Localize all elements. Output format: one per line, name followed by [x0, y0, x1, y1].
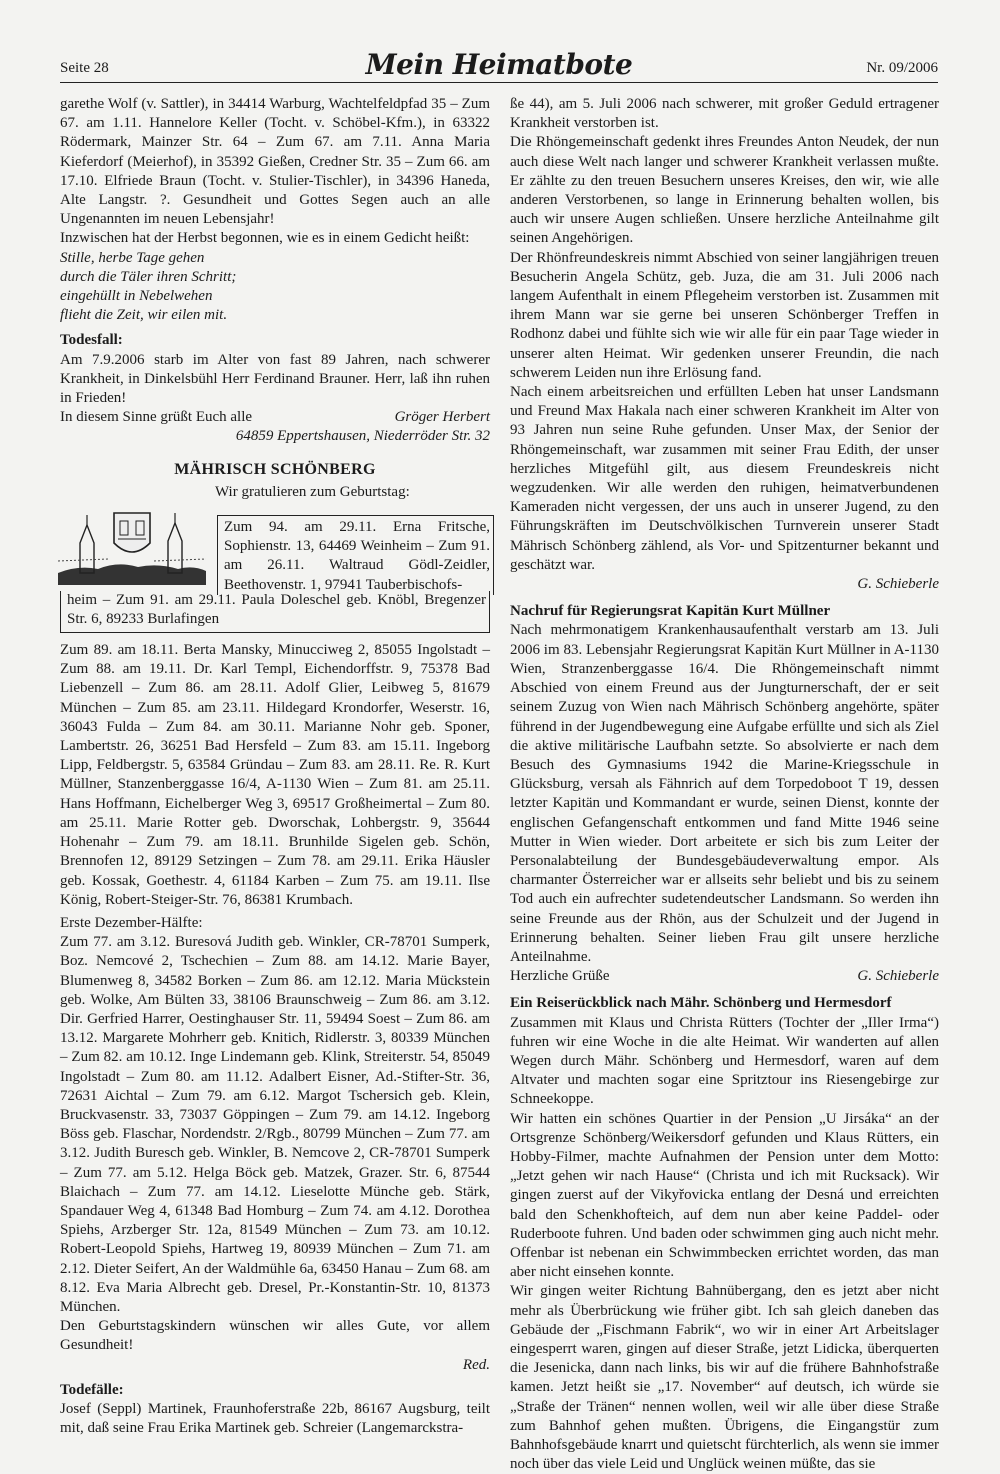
todesfall-heading: Todesfall: [60, 332, 123, 349]
masthead-title: Mein Heimatbote [365, 48, 633, 81]
travel-heading: Ein Reiserückblick nach Mähr. Schönberg und Hermesdorf [510, 995, 892, 1012]
greeting-name: Gröger Herbert [394, 409, 490, 426]
poem [60, 249, 490, 326]
birthday-box-top: Zum 94. am 29.11. Erna Fritsche, Sophienstr. 13, 64469 Weinheim – Zum 91. am 26.11. Waltraud Gödl-Zeidler, Beethovenstr. 1, 97941 Tauberbischofs- [217, 515, 494, 595]
page-number: Seite 28 [60, 60, 109, 76]
todesfaelle-heading: Todefälle: [60, 1381, 124, 1398]
poem-line: eingehüllt in Nebelwehen [60, 288, 213, 305]
page-header [60, 48, 938, 83]
birthday-list-december: Zum 77. am 3.12. Buresová Judith geb. Winkler, CR-78701 Sumperk, Boz. Nemcové 2, Tschechien – Zum 88. am 14.12. Marie Bayer, Blumenweg 8, 34582 Borken – Zum 86. am 12.12. Maria Mückstein geb. Wolke, Am Bülten 33, 38106 Braunschweig – Zum 86. am 3.12. Dir. Gerfried Harrer, Oestinghauser Str. 11, 59494 Soest – Zum 86. am 13.12. Margarete Mohrherr geb. Knitich, Ridlerstr. 3, 80339 München – Zum 82. am 10.12. Inge Lindemann geb. Klink, Streiterstr. 54, 85049 Ingolstadt – Zum 80. am 11.12. Adalbert Eisner, Ad.-Stifter-Str. 36, 72631 Aichtal – Zum 79. am 6.12. Margot Tschersich geb. Klein, Bruckvasenstr. 33, 73037 Göppingen – Zum 79. am 14.12. Ingeborg Böss geb. Flaschar, Nordendstr. 2/Rgb., 80799 München – Zum 77. am 3.12. Judith Buresch geb. Winkler, B. Nemcove 2, CR-78701 Sumperk – Zum 77. am 5.12. Helga Böck geb. Matzek, Grazer. Str. 6, 87544 Blaichach – Zum 77. am 14.12. Lieselotte Münche geb. Stärk, Spandauer Weg 4, 61348 Bad Homburg – Zum 74. am 4.12. Dorothea Spiehs, Arzberger Str. 12a, 81549 München – Zum 73. am 10.12. Robert-Leopold Spiehs, Hartweg 19, 80939 München – Zum 71. am 2.12. Dieter Seifert, An der Waldmühle 6a, 63450 Hanau – Zum 68. am 8.12. Eva Maria Albrecht geb. Dresel, Pr.-Konstantin-Str. 10, 81373 München. [60, 934, 490, 1315]
muellner-greeting: Herzliche Grüße [510, 968, 610, 985]
greeting-line [60, 408, 490, 427]
birthday-box-bottom: heim – Zum 91. am 29.11. Paula Doleschel geb. Knöbl, Bregenzer Str. 6, 89233 Burlafingen [60, 591, 490, 633]
travel-text-2: Wir hatten ein schönes Quartier in der Pension „U Jirsáka“ an der Ortsgrenze Schönberg/Weikersdorf gefunden und Klaus Rütters, ein Hobby-Filmer, machte Aufnahmen der Pension unter dem Motto: „Jetzt gehen wir nach Hause“ (Christa und ich mit Rucksack). Wir gingen zuerst auf der Vikyřovicka entlang der Desná und erreichten bald den Schenkhofteich, auf dem nun aber keine Paddel- oder Ruderboote fuhren. Und baden oder schwimmen ging auch nicht mehr. Offenbar ist nebenan ein Schwimmbecken errichtet worden, das man aber nicht einsehen konnte. [510, 1110, 939, 1281]
muellner-signature: G. Schieberle [857, 968, 939, 985]
birthday-box [60, 505, 490, 637]
poem-line: Stille, herbe Tage gehen [60, 249, 205, 266]
obituary-neudek: Die Rhöngemeinschaft gedenkt ihres Freundes Anton Neudek, der nun auch diese Welt nach langer und schwerer Krankheit verlassen mußte. Er zählte zu den treuen Besuchern unseres Kreises, den wir, wie alle anderen Verstorbenen, so lange in Erinnerung behalten wollen, bis auch wir unsere Augen schließen. Unsere herzliche Anteilnahme gilt seinen Angehörigen. [510, 134, 939, 247]
travel-text-1: Zusammen mit Klaus und Christa Rütters (Tochter der „Iller Irma“) fuhren wir eine Woche in die alte Heimat. Wir wanderten auf allen Wegen durch Mähr. Schönberg und Hermesdorf, waren auf dem Altvater und machten sogar eine Spritztour ins Riesengebirge zur Schneekoppe. [510, 1014, 939, 1108]
muellner-signoff [510, 967, 939, 986]
closing-wishes [60, 1317, 490, 1375]
todesfaelle-text: Josef (Seppl) Martinek, Fraunhoferstraße 22b, 86167 Augsburg, teilt mit, daß seine Frau Erika Martinek geb. Schreier (Langemarckstra- [60, 1400, 490, 1437]
congrats-intro: Wir gratulieren zum Geburtstag: [215, 483, 410, 500]
december-heading: Erste Dezember-Hälfte: [60, 914, 203, 931]
muellner-text: Nach mehrmonatigem Krankenhausaufenthalt verstarb am 13. Juli 2006 im 83. Lebensjahr Regierungsrat Kapitän Kurt Müllner in A-1130 Wien, Stranzenberggasse 16/4. Die Rhöngemeinschaft nimmt Abschied von einem Freund aus der Jungturnerschaft, der er seit seinem Zuzug von Wien nach Mährisch Schönberg angehörte, später führend in der Jugendbewegung eine Aufgabe erfüllte und sich als Ziel die aktive militärische Laufbahn setzte. So absolvierte er nach dem Besuch des Gymnasiums 1942 die Marine-Kriegsschule in Glücksburg, versah als Fähnrich auf dem Torpedoboot T 19, dessen letzter Kapitän und Kommandant er wurde, seinen Dienst, konnte der englischen Gefangenschaft entkommen und fand Mitte 1946 seine Mutter in Wien wieder. Dort arbeitete er sich bis zum Leiter der Personalabteilung der Bundesgebäudeverwaltung empor. Als charmanter Österreicher war er allseits sehr beliebt und bis zu seinem Tod auch ein aufrechter sudetendeutscher Landsmann. So werden ihn seine Freunde aus der Rhön, aus der Schulzeit und der Jugend in Erinnerung behalten. Seiner lieben Frau gilt unsere herzliche Anteilnahme. [510, 622, 939, 965]
poem-line: flieht die Zeit, wir eilen mit. [60, 307, 228, 324]
birthday-list-continued: garethe Wolf (v. Sattler), in 34414 Warburg, Wachtelfeldpfad 35 – Zum 67. am 1.11. Hannelore Keller (Tocht. v. Schöbel-Kfm.), in 63322 Rödermark, Mainzer Str. 64 – Zum 67. am 7.11. Anna Maria Kieferdorf (Meierhof), in 35392 Gießen, Credner Str. 35 – Zum 66. am 17.10. Elfriede Braun (Tocht. v. Stulier-Tischler), in 34396 Haneda, Alte Langstr. ?. Gesundheit und Gottes Segen auch an alle Ungenannten im neuen Lebensjahr! [60, 96, 490, 228]
closing-wishes-text: Den Geburtstagskindern wünschen wir alles Gute, vor allem Gesundheit! [60, 1318, 490, 1354]
travel-text-3: Wir gingen weiter Richtung Bahnübergang, den es jetzt aber nicht mehr als Überbrückung wie früher gibt. Ich sah gleich daneben das Gebäude der „Fischmann Fabrik“, wo wir in einer Art Arbeitslager eingesperrt waren, gingen auf dieser Straße, jetzt Lidicka, überquerten die Jesenicka, dann nach links, bis wir auf die frühere Bahnhofstraße kamen. Jetzt heißt sie „17. November“ auf deutsch, ich würde sie „Straße der Tränen“ nennen wollen, weil wir alle über diese Straße zum Bahnhof gehen mußten. Übrigens, die Eingangstür zum Bahnhofsgebäude knarrt und quietscht fürchterlich, als wenn sie immer noch über das viele Leid und Unglück weinen müßte, das sie [510, 1283, 939, 1473]
todesfall-text: Am 7.9.2006 starb im Alter von fast 89 Jahren, nach schwerer Krankheit, in Dinkelsbühl Herr Ferdinand Brauner. Herr, laß ihn ruhen in Frieden! [60, 351, 490, 407]
poem-line: durch die Täler ihren Schritt; [60, 268, 237, 285]
right-column [510, 95, 939, 1474]
obituary-hakala-signature: G. Schieberle [857, 576, 939, 593]
greeting-address: 64859 Eppertshausen, Niederröder Str. 32 [235, 428, 490, 445]
greeting-text: In diesem Sinne grüßt Euch alle [60, 409, 253, 426]
town-coat-of-arms-image [58, 503, 206, 585]
autumn-intro: Inzwischen hat der Herbst begonnen, wie es in einem Gedicht heißt: [60, 230, 470, 247]
section-heading: MÄHRISCH SCHÖNBERG [174, 460, 376, 478]
muellner-heading: Nachruf für Regierungsrat Kapitän Kurt Müllner [510, 603, 831, 620]
issue-number: Nr. 09/2006 [866, 60, 938, 76]
birthday-list-november: Zum 89. am 18.11. Berta Mansky, Minucciweg 2, 85055 Ingolstadt – Zum 88. am 19.11. Dr. Karl Templ, Eichendorffstr. 9, 75378 Bad Liebenzell – Zum 86. am 28.11. Adolf Glier, Leibweg 5, 81679 München – Zum 85. am 23.11. Hildegard Krondorfer, Weserstr. 16, 36043 Fulda – Zum 84. am 30.11. Marianne Nohr geb. Sponer, Lambertstr. 26, 36251 Bad Hersfeld – Zum 83. am 15.11. Ingeborg Lipp, Feldbergstr. 5, 63584 Gründau – Zum 83. am 28.11. Re. R. Kurt Müllner, Stanzenberggasse 16/4, A-1130 Wien – Zum 81. am 25.11. Hans Hoffmann, Eichelberger Weg 3, 69517 Großheimertal – Zum 80. am 25.11. Marie Rotter geb. Dworschak, Lohbergstr. 9, 35644 Hohenahr – Zum 79. am 18.11. Brunhilde Sigelen geb. Schön, Brennofen 12, 89129 Setzingen – Zum 78. am 29.11. Erika Häusler geb. Kossak, Goethestr. 4, 61184 Karben – Zum 75. am 19.11. Ilse König, Robert-Steiger-Str. 76, 86381 Krumbach. [60, 642, 490, 908]
closing-wishes-signature: Red. [462, 1356, 490, 1373]
obituary-schuetz: Der Rhönfreundeskreis nimmt Abschied von seiner langjährigen treuen Besucherin Angela Schütz, geb. Juza, die am 31. Juli 2006 nach langem Aufenthalt in einem Pflegeheim verstorben ist. Zusammen mit ihrem Mann war sie gerne bei unseren Schönberger Treffen in Rodhonz dabei und fühlte sich wie wir alle für ein paar Tage wieder in unserer alten Heimat. Wir gedenken unserer Freundin, die nach schwerem Leiden nun ihre Erlösung fand. [510, 249, 939, 381]
obituary-continued: ße 44), am 5. Juli 2006 nach schwerer, mit großer Geduld ertragener Krankheit verstorben ist. [510, 96, 939, 132]
left-column [60, 95, 490, 1438]
obituary-hakala: Nach einem arbeitsreichen und erfüllten Leben hat unser Landsmann und Freund Max Hakala nach einer schweren Krankheit im Alter von 93 Jahren nun seine Ruhe gefunden. Unser Max, der Senior der Rhöngemeinschaft, war zusammen mit seiner Frau Edith, der unser herzliches Mitgefühl gilt, aus diesem Freundeskreis nicht wegzudenken. Wir alle werden den ruhigen, heimatverbundenen Kameraden nicht vergessen, der uns auch in unserer Jugend, zu den Führungskräften im Deutschvölkischen Turnverein unserer Stadt Mährisch Schönberg zählend, als Vor- und Spitzenturner bekannt und geschätzt war. [510, 384, 939, 573]
